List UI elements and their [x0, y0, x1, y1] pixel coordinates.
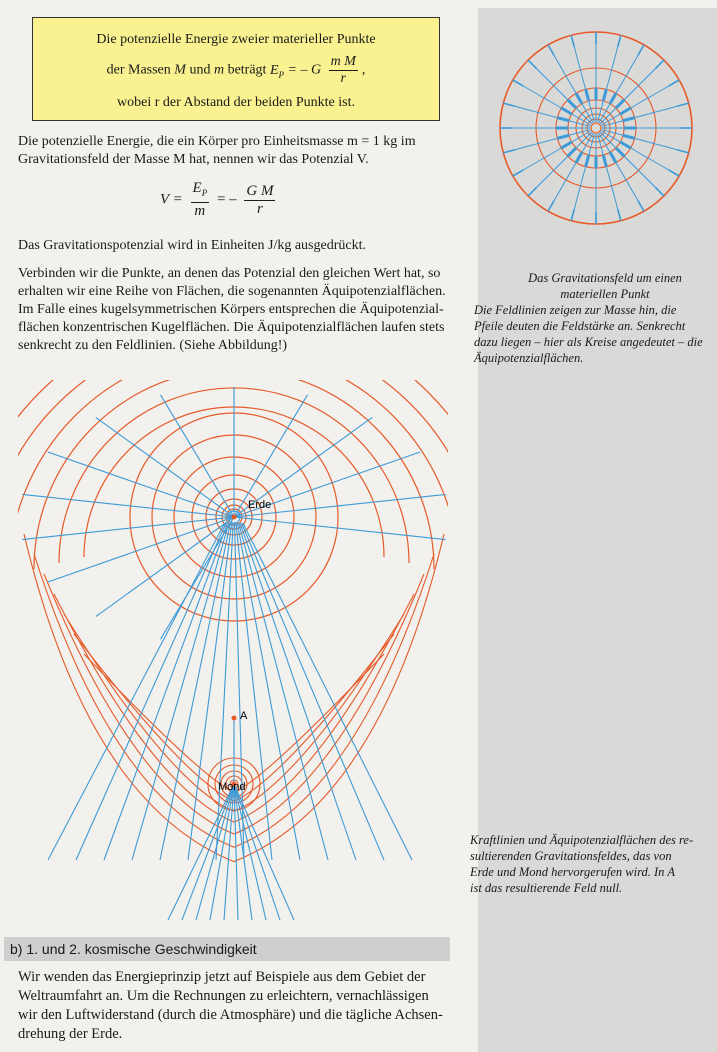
field-arrow: [610, 93, 616, 103]
moon-field-line: [224, 784, 234, 920]
earth-center: [232, 515, 237, 520]
point-a-label: A: [240, 710, 248, 722]
small-figure-caption-text: Die Feldlinien zeigen zur Masse hin, die Pfeile deuten die Feldstärke an. Senkrecht dazu liegen – hier als Kreise angedeutet – die Äquipotenzialflächen.: [474, 303, 703, 365]
field-arrow: [557, 135, 569, 138]
field-arrow: [571, 209, 574, 221]
paragraph-energy-principle: Wir wenden das Energieprinzip jetzt auf Beispiele aus dem Gebiet der Weltraumfahrt an. Um die Rechnungen zu erleichtern, vernachlässigen wir den Luftwiderstand (durch die Atmosphäre) und die tägliche Achsen- drehung der Erde.: [18, 969, 443, 1042]
earth-field-line: [239, 523, 328, 860]
field-arrow: [586, 155, 589, 167]
main-figure-caption: Kraftlinien und Äquipotenzialflächen des re- sultierenden Gravitationsfeldes, das von Erde und Mond hervorgerufen wird. In A ist das resultierende Feld null.: [470, 833, 694, 895]
field-arrow: [618, 209, 621, 221]
field-arrow: [603, 89, 606, 101]
moon-field-line: [168, 784, 234, 920]
earth-field-line: [76, 523, 226, 860]
earth-field-line: [234, 517, 446, 540]
earth-field-line: [48, 523, 225, 860]
earth-field-line: [96, 417, 234, 517]
point-mass-field-figure: [498, 30, 694, 226]
paragraph-potential: Die potenzielle Energie, die ein Körper pro Einheitsmasse m = 1 kg im Gravitationsfeld der Masse M hat, nennen wir das Potenzial V.: [18, 134, 416, 167]
paragraph-equipotential: Verbinden wir die Punkte, an denen das Potenzial den gleichen Wert hat, so erhalten wir eine Reihe von Flächen, die sogenannten Äquipotenzialflächen. Im Falle eines kugelsymmetrischen Körpers entsprechen die Äquipotenzial- flächen konzentrischen Kugelflächen. Die Äquipotenzialflächen laufen stets senkrecht zu den Feldlinien. (Siehe Abbildung!): [18, 266, 446, 353]
equipotential-circle: [591, 123, 601, 133]
definition-line-3: wobei r der Abstand der beiden Punkte ist.: [117, 94, 355, 110]
field-arrow: [586, 89, 589, 101]
field-arrow: [548, 201, 554, 211]
moon-region-equipotential: [24, 534, 444, 862]
field-arrow: [618, 35, 621, 47]
field-arrow: [568, 100, 576, 108]
field-arrow: [620, 142, 630, 148]
field-arrow: [620, 108, 630, 114]
moon-field-line: [234, 784, 238, 920]
earth-moon-field-figure: [18, 380, 448, 920]
field-arrow: [610, 152, 616, 162]
field-arrow: [548, 45, 554, 55]
field-arrow: [561, 108, 571, 114]
paragraph-units: Das Gravitationspotenzial wird in Einheiten J/kg ausgedrückt.: [18, 238, 366, 253]
definition-box: [32, 17, 440, 121]
moon-field-line: [182, 784, 234, 920]
field-arrow: [623, 135, 635, 138]
field-arrow: [571, 35, 574, 47]
field-arrow: [528, 60, 536, 68]
field-arrow: [557, 118, 569, 121]
definition-line-1: Die potenzielle Energie zweier materieller Punkte: [96, 32, 376, 47]
field-arrow: [616, 100, 624, 108]
field-arrow: [503, 103, 515, 106]
field-lines-small: [500, 32, 692, 224]
field-arrow: [669, 80, 679, 86]
field-arrow: [623, 118, 635, 121]
field-arrow: [513, 170, 523, 176]
field-arrow: [576, 152, 582, 162]
point-a-marker: [232, 716, 237, 721]
earth-field-line: [160, 523, 230, 860]
field-arrow: [677, 150, 689, 153]
field-arrow: [568, 148, 576, 156]
field-arrow: [513, 80, 523, 86]
definition-line-2: der Massen M und m beträgt $E_P$ = – G $\frac{\text{m M}}{r}$ ,: [106, 54, 366, 86]
field-arrow: [669, 170, 679, 176]
section-header-cosmic-velocity: b) 1. und 2. kosmische Geschwindigkeit: [4, 937, 450, 961]
field-arrow: [616, 148, 624, 156]
earth-field-line: [96, 517, 234, 617]
field-arrow: [503, 150, 515, 153]
field-arrow: [603, 155, 606, 167]
small-figure-caption-title: Das Gravitationsfeld um einen materiellen Punkt: [528, 271, 682, 301]
field-arrow: [677, 103, 689, 106]
field-arrow: [655, 187, 663, 195]
field-arrow: [561, 142, 571, 148]
moon-label: Mond: [218, 781, 246, 793]
field-arrow: [638, 201, 644, 211]
earth-label: Erde: [248, 499, 272, 511]
moon-field-line: [234, 784, 280, 920]
field-arrow: [655, 60, 663, 68]
earth-field-line: [104, 523, 228, 860]
field-arrow: [576, 93, 582, 103]
field-arrow: [528, 187, 536, 195]
potential-formula: V = $\frac{E_P}{m}$ = – $\frac{\text{G M}}{r}$: [160, 180, 274, 219]
field-arrow: [638, 45, 644, 55]
moon-field-line: [196, 784, 234, 920]
